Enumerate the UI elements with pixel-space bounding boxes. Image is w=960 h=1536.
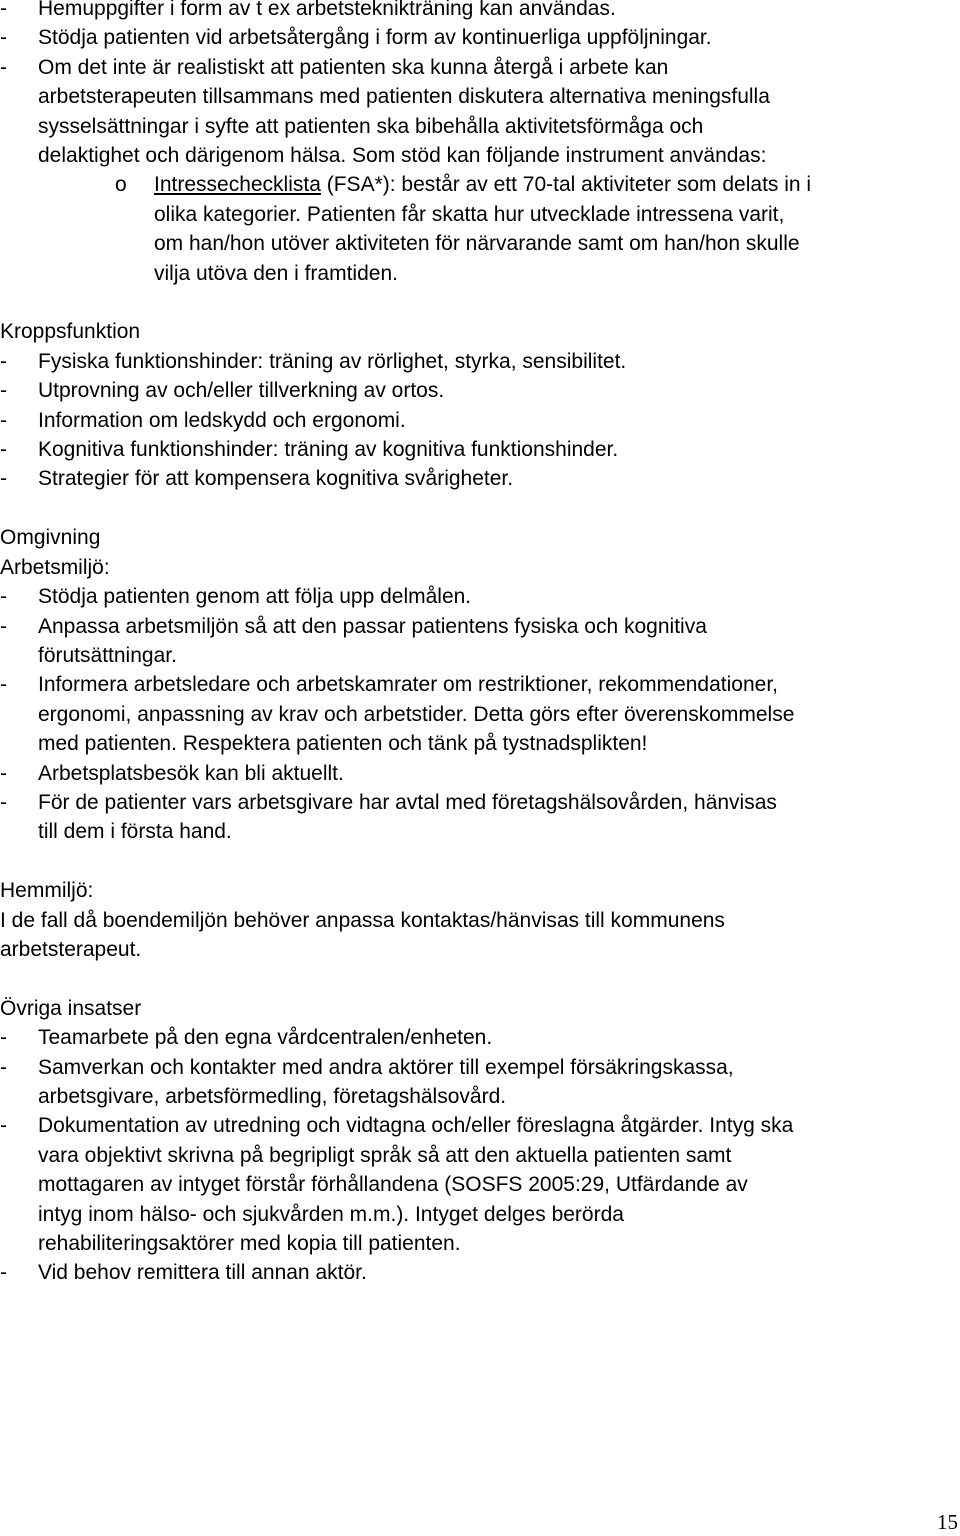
intro-list	[0, 0, 958, 288]
list-item-text: arbetsterapeuten tillsammans med patienten diskutera alternativa meningsfulla	[38, 85, 770, 109]
omgivning-list	[0, 582, 958, 847]
list-marker: -	[0, 1026, 7, 1050]
list-item	[0, 759, 958, 788]
list-marker: -	[0, 379, 7, 403]
list-item	[0, 464, 958, 493]
list-item-text: Hemuppgifter i form av t ex arbetsteknikträning kan användas.	[38, 0, 616, 20]
list-item-text: rehabiliteringsaktörer med kopia till patienten.	[38, 1232, 461, 1255]
list-marker: -	[0, 1055, 7, 1079]
sub-list-item-text: om han/hon utöver aktiviteten för närvarande samt om han/hon skulle	[154, 232, 800, 256]
list-item-text: sysselsättningar i syfte att patienten ska bibehålla aktivitetsförmåga och	[38, 114, 704, 138]
list-marker: -	[0, 0, 7, 20]
hemmiljo-paragraph	[0, 906, 958, 965]
list-item-text: Information om ledskydd och ergonomi.	[38, 408, 406, 432]
paragraph-line: arbetsterapeut.	[0, 937, 142, 961]
list-item-text: Kognitiva funktionshinder: träning av kognitiva funktionshinder.	[38, 438, 619, 462]
sub-list-item-text: Intressechecklista (FSA*): består av ett 70-tal aktiviteter som delats in i	[154, 173, 812, 197]
list-item	[0, 1258, 958, 1287]
section-heading-omgivning: Omgivning	[0, 526, 101, 550]
page-number: 15	[937, 1510, 958, 1534]
list-item-text: delaktighet och därigenom hälsa. Som stöd kan följande instrument användas:	[38, 144, 767, 168]
list-item	[0, 1053, 958, 1112]
list-item	[0, 53, 958, 171]
list-item-text: Utprovning av och/eller tillverkning av ortos.	[38, 379, 445, 403]
list-item	[0, 0, 958, 23]
subheading-hemmiljo: Hemmiljö:	[0, 879, 94, 903]
list-item-text: Fysiska funktionshinder: träning av rörlighet, styrka, sensibilitet.	[38, 349, 627, 373]
list-item	[0, 406, 958, 435]
list-marker: -	[0, 438, 7, 462]
list-item-text: med patienten. Respektera patienten och tänk på tystnadsplikten!	[38, 732, 648, 756]
list-item-text: till dem i första hand.	[38, 820, 232, 844]
list-item	[0, 582, 958, 611]
list-item-text: vara objektivt skrivna på begripligt språk så att den aktuella patienten samt	[38, 1143, 732, 1167]
list-item-text: förutsättningar.	[38, 643, 177, 667]
paragraph-line: I de fall då boendemiljön behöver anpassa kontaktas/hänvisas till kommunens	[0, 908, 725, 932]
section-heading-ovriga-insatser: Övriga insatser	[0, 996, 142, 1020]
list-item	[0, 347, 958, 376]
list-item	[0, 612, 958, 671]
list-item	[0, 376, 958, 405]
list-item-text: Informera arbetsledare och arbetskamrater om restriktioner, rekommendationer,	[38, 673, 778, 697]
list-item	[0, 23, 958, 52]
list-item-text: Vid behov remittera till annan aktör.	[38, 1261, 367, 1285]
list-marker: -	[0, 673, 7, 697]
list-item-text: Dokumentation av utredning och vidtagna och/eller föreslagna åtgärder. Intyg ska	[38, 1114, 794, 1138]
list-marker: -	[0, 467, 7, 491]
list-marker: -	[0, 26, 7, 50]
list-marker: -	[0, 349, 7, 373]
list-marker: -	[0, 761, 7, 785]
list-item	[0, 1111, 958, 1258]
intressechecklista-link[interactable]: Intressechecklista	[154, 173, 321, 197]
list-marker: -	[0, 585, 7, 609]
list-marker: -	[0, 408, 7, 432]
list-item-text: ergonomi, anpassning av krav och arbetstider. Detta görs efter överenskommelse	[38, 702, 795, 726]
kroppsfunktion-list	[0, 347, 958, 494]
list-item-text: Arbetsplatsbesök kan bli aktuellt.	[38, 761, 344, 785]
list-item	[0, 435, 958, 464]
list-item-text: Stödja patienten genom att följa upp delmålen.	[38, 585, 472, 609]
list-item-text: intyg inom hälso- och sjukvården m.m.). Intyget delges berörda	[38, 1202, 624, 1226]
sub-list-item	[0, 170, 958, 288]
sub-list-marker: o	[115, 173, 127, 197]
list-marker: -	[0, 1114, 7, 1138]
list-item-text: Anpassa arbetsmiljön så att den passar patientens fysiska och kognitiva	[38, 614, 707, 638]
list-item-text: Om det inte är realistiskt att patienten ska kunna återgå i arbete kan	[38, 55, 669, 79]
list-item-text: Teamarbete på den egna vårdcentralen/enheten.	[38, 1026, 493, 1050]
section-heading-kroppsfunktion: Kroppsfunktion	[0, 320, 141, 344]
list-item-text: Samverkan och kontakter med andra aktörer till exempel försäkringskassa,	[38, 1055, 734, 1079]
list-item	[0, 788, 958, 847]
list-item-text: Strategier för att kompensera kognitiva svårigheter.	[38, 467, 514, 491]
ovriga-list	[0, 1023, 958, 1288]
list-item	[0, 670, 958, 758]
sub-list-item-text: vilja utöva den i framtiden.	[154, 261, 398, 285]
list-marker: -	[0, 614, 7, 638]
sub-list-item-text: olika kategorier. Patienten får skatta hur utvecklade intressena varit,	[154, 202, 785, 226]
list-item-text: Stödja patienten vid arbetsåtergång i form av kontinuerliga uppföljningar.	[38, 26, 712, 50]
subheading-arbetsmiljo: Arbetsmiljö:	[0, 555, 110, 579]
list-item-text: För de patienter vars arbetsgivare har avtal med företagshälsovården, hänvisas	[38, 790, 777, 814]
list-item	[0, 1023, 958, 1052]
list-item-text: mottagaren av intyget förstår förhållandena (SOSFS 2005:29, Utfärdande av	[38, 1173, 748, 1197]
list-marker: -	[0, 55, 7, 79]
list-marker: -	[0, 790, 7, 814]
list-marker: -	[0, 1261, 7, 1285]
list-item-text: arbetsgivare, arbetsförmedling, företagshälsovård.	[38, 1084, 507, 1108]
